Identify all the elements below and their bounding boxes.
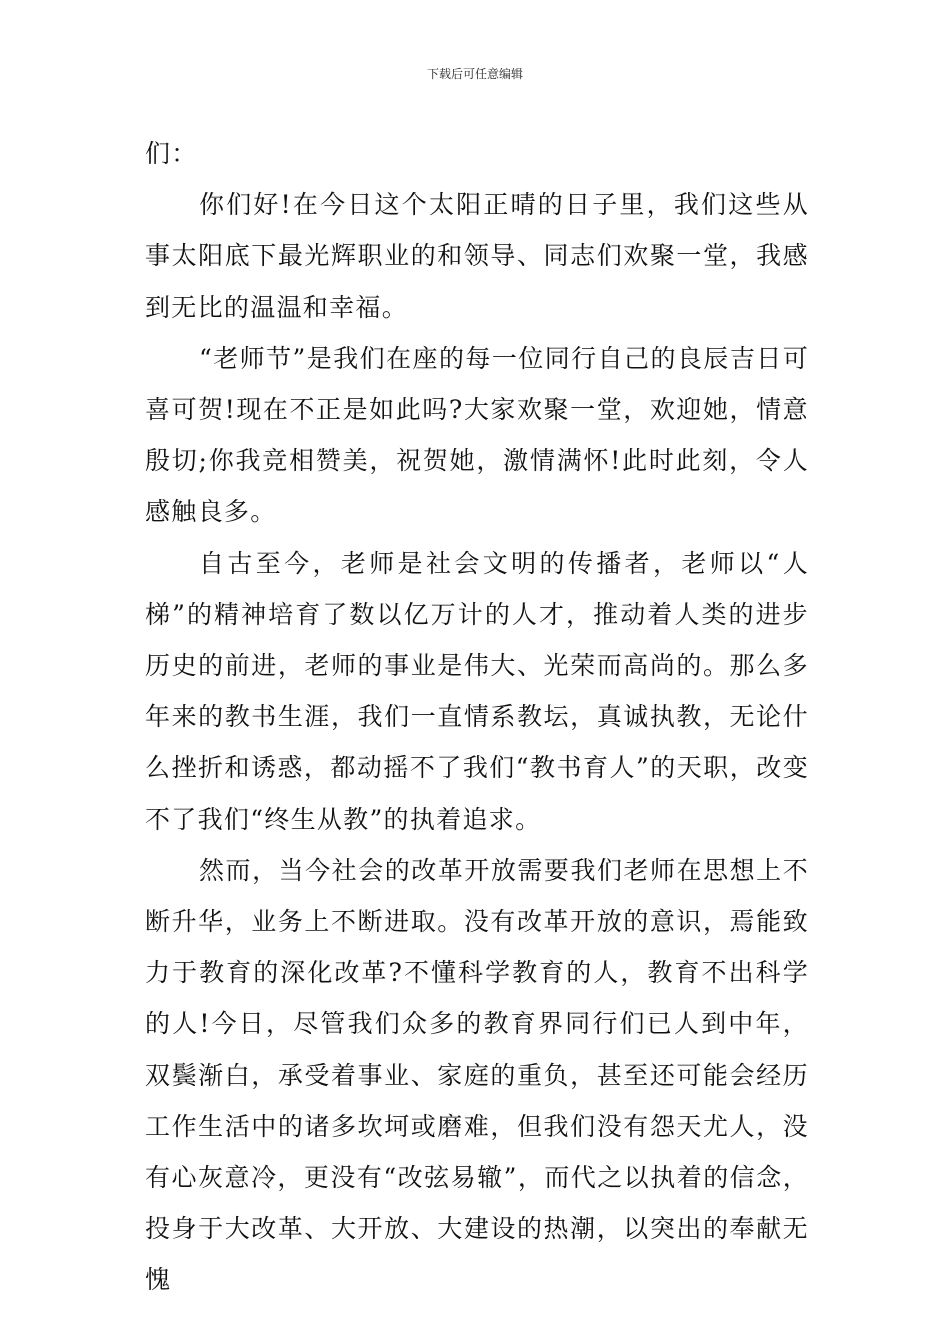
paragraph-greeting-end: 们： [145,139,198,168]
paragraph-4: 然而，当今社会的改革开放需要我们老师在思想上不断升华，业务上不断进取。没有改革开放的意识，焉能致力于教育的深化改革?不懂科学教育的人，教育不出科学的人!今日，尽管我们众多的教育界同行们已人到中年，双鬓渐白，承受着事业、家庭的重负，甚至还可能会经历工作生活中的诸多坎坷或磨难，但我们没有怨天尤人，没有心灰意冷，更没有“改弦易辙”，而代之以执着的信念，投身于大改革、大开放、大建设的热潮，以突出的奉献无愧 [145,855,809,1295]
paragraph-3: 自古至今，老师是社会文明的传播者，老师以“人梯”的精神培育了数以亿万计的人才，推动着人类的进步历史的前进，老师的事业是伟大、光荣而高尚的。那么多年来的教书生涯，我们一直情系教坛，真诚执教，无论什么挫折和诱惑，都动摇不了我们“教书育人”的天职，改变不了我们“终生从教”的执着追求。 [145,548,809,834]
document-body [145,128,809,1306]
paragraph-1: 你们好!在今日这个太阳正晴的日子里，我们这些从事太阳底下最光辉职业的和领导、同志们欢聚一堂，我感到无比的温温和幸福。 [145,190,809,322]
paragraph-2: “老师节”是我们在座的每一位同行自己的良辰吉日可喜可贺!现在不正是如此吗?大家欢聚一堂，欢迎她，情意殷切;你我竞相赞美，祝贺她，激情满怀!此时此刻，令人感触良多。 [145,343,809,527]
page-header: 下载后可任意编辑 [426,67,523,81]
